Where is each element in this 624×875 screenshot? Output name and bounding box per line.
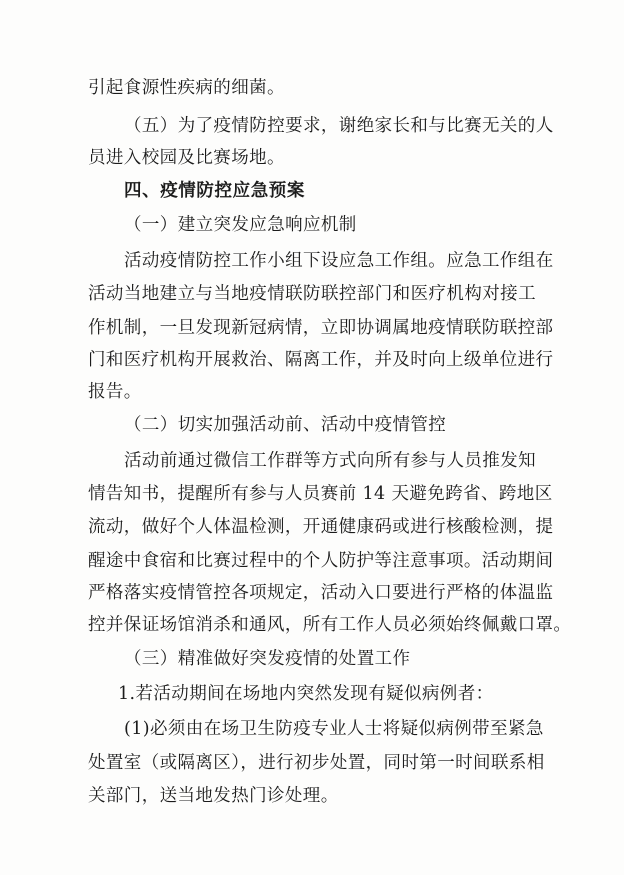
list-item: 1.若活动期间在场地内突然发现有疑似病例者： xyxy=(118,684,494,704)
paragraph-line: 活动前通过微信工作群等方式向所有参与人员推发知 xyxy=(124,451,536,471)
paragraph-line: 门和医疗机构开展救治、隔离工作，并及时向上级单位进行 xyxy=(88,350,554,370)
paragraph-line: 醒途中食宿和比赛过程中的个人防护等注意事项。活动期间 xyxy=(88,551,554,571)
paragraph-line: 引起食源性疾病的细菌。 xyxy=(88,78,285,98)
paragraph-line: 控并保证场馆消杀和通风，所有工作人员必须始终佩戴口罩。 xyxy=(88,615,572,635)
subsection-heading: （二）切实加强活动前、活动中疫情管控 xyxy=(124,415,447,435)
section-heading: 四、疫情防控应急预案 xyxy=(124,181,305,201)
paragraph-line: 报告。 xyxy=(88,382,142,402)
paragraph-line: （五）为了疫情防控要求，谢绝家长和与比赛无关的人 xyxy=(124,116,554,136)
subsection-heading: （三）精准做好突发疫情的处置工作 xyxy=(124,649,411,669)
paragraph-line: 作机制，一旦发现新冠病情，立即协调属地疫情联防联控部 xyxy=(88,318,554,338)
paragraph-line: 流动，做好个人体温检测，开通健康码或进行核酸检测，提 xyxy=(88,517,554,537)
paragraph-line: 活动疫情防控工作小组下设应急工作组。应急工作组在 xyxy=(124,251,554,271)
subsection-heading: （一）建立突发应急响应机制 xyxy=(124,215,357,235)
paragraph-line: (1)必须由在场卫生防疫专业人士将疑似病例带至紧急 xyxy=(124,719,544,739)
paragraph-line: 处置室（或隔离区），进行初步处置，同时第一时间联系相 xyxy=(88,753,545,773)
paragraph-line: 关部门，送当地发热门诊处理。 xyxy=(88,786,339,806)
paragraph-line: 活动当地建立与当地疫情联防联控部门和医疗机构对接工 xyxy=(88,284,536,304)
paragraph-line: 员进入校园及比赛场地。 xyxy=(88,148,285,168)
paragraph-line: 情告知书，提醒所有参与人员赛前 14 天避免跨省、跨地区 xyxy=(88,484,553,504)
paragraph-line: 严格落实疫情管控各项规定，活动入口要进行严格的体温监 xyxy=(88,583,554,603)
